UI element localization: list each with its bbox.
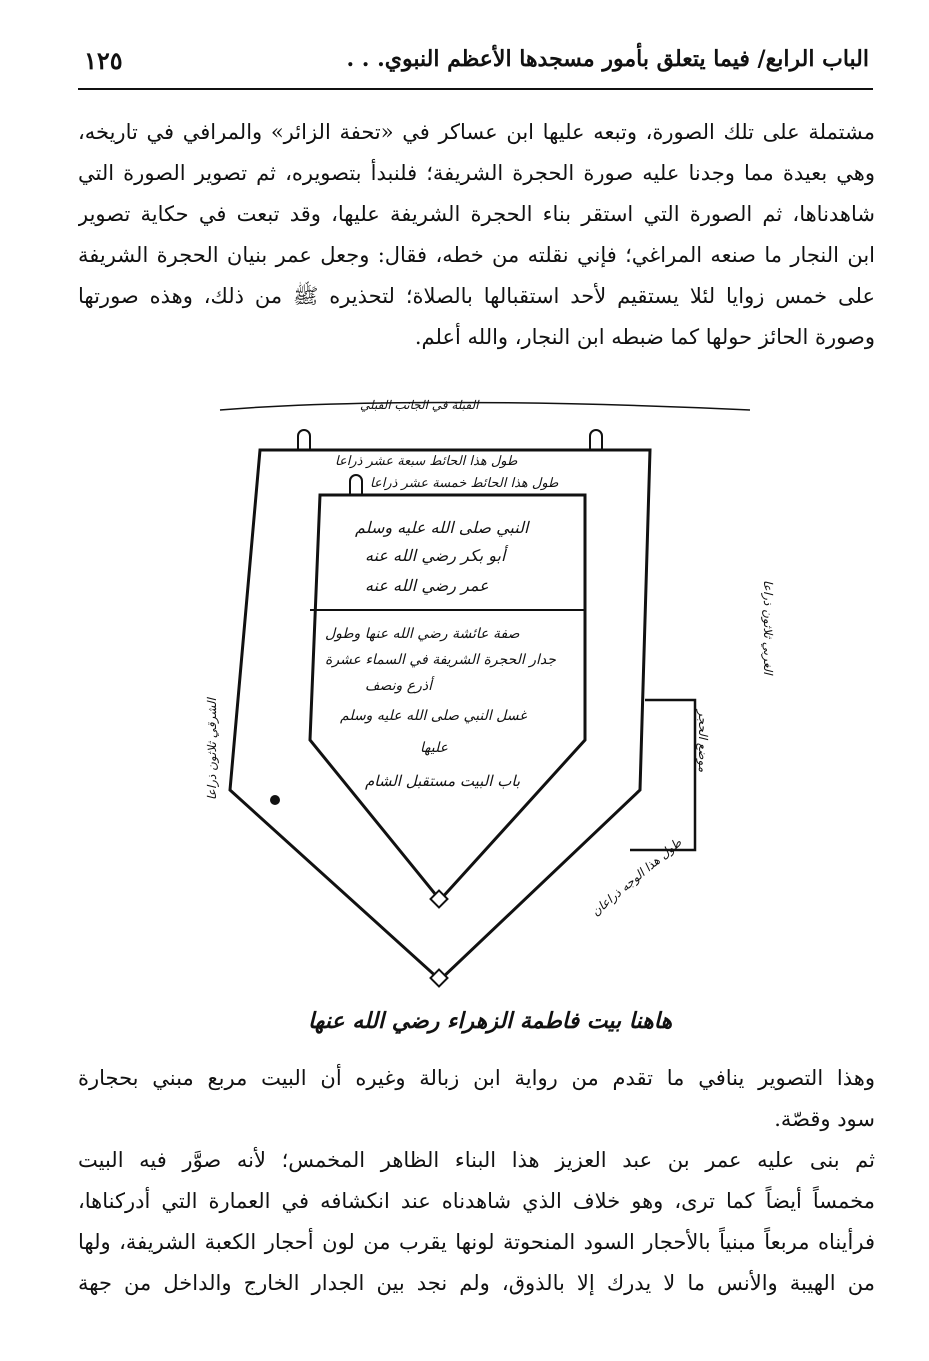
- inner-name-2: أبو بكر رضي الله عنه: [365, 546, 506, 565]
- right-annex-label: موضع الحجر: [696, 710, 710, 773]
- text-line: فرأيناه مربعاً مبنياً بالأحجار السود المنحوتة لونها يقرب من لون أحجار الكعبة الشريفة، ولها: [78, 1230, 875, 1254]
- paragraph-2: [78, 1058, 875, 1140]
- arch-mark: [590, 430, 602, 450]
- text-line: مشتملة على تلك الصورة، وتبعه عليها ابن عساكر في «تحفة الزائر» والمرافي في تاريخه،: [78, 120, 875, 144]
- inner-lower-1: صفة عائشة رضي الله عنها وطول: [325, 626, 520, 642]
- figure-caption: هاهنا بيت فاطمة الزهراء رضي الله عنها: [307, 1008, 673, 1034]
- running-title: الباب الرابع/ فيما يتعلق بأمور مسجدها الأعظم النبوي. . .: [346, 46, 869, 72]
- arch-mark: [298, 430, 310, 450]
- text-line: وصورة الحائز حولها كما ضبطه ابن النجار، والله أعلم.: [414, 325, 875, 349]
- label-top-outer: القبلة في الجانب القبلي: [360, 398, 479, 412]
- paragraph-3: [78, 1140, 875, 1304]
- hujra-diagram: [190, 380, 790, 1050]
- text-line: على خمس زوايا لئلا يستقيم لأحد استقبالها بالصلاة؛ لتحذيره ﷺ من ذلك، وهذه صورتها: [78, 284, 875, 308]
- text-line: وهذا التصوير ينافي ما تقدم من رواية ابن زبالة وغيره أن البيت مربع مبني بحجارة: [78, 1066, 875, 1090]
- text-line: شاهدناها، ثم الصورة التي استقر بناء الحجرة الشريفة عليها، وقد تبعت في حكاية تصوير: [78, 202, 875, 226]
- left-outer-label: الشرقي ثلاثون ذراعا: [205, 698, 219, 800]
- top-sketch-line: [220, 403, 750, 411]
- inner-lower-4: غسل النبي صلى الله عليه وسلم: [340, 708, 527, 724]
- bottom-left-label: طول هذا الوجه ذراعان: [588, 835, 685, 919]
- page-number: ١٢٥: [84, 46, 123, 75]
- paragraph-1: [78, 112, 875, 358]
- inner-lower-6: باب البيت مستقبل الشام: [365, 772, 521, 790]
- text-line: ابن النجار ما صنعه المراغي؛ فإني نقلته من خطه، فقال: وجعل عمر بنيان الحجرة الشريفة: [78, 243, 875, 267]
- diagram-drawing: [190, 380, 790, 1000]
- text-line: وهي بعيدة مما وجدنا عليه صورة الحجرة الشريفة؛ فلنبدأ بتصويره، ثم تصوير الصورة التي: [78, 161, 875, 185]
- page-header: [78, 40, 873, 90]
- inner-lower-3: أذرع ونصف: [365, 678, 432, 694]
- inner-lower-2: جدار الحجرة الشريفة في السماء عشرة: [325, 652, 556, 668]
- label-outer-top: طول هذا الحائط سبعة عشر ذراعا: [335, 454, 518, 469]
- right-outer-label: الغربي ثلاثون ذراعا: [761, 580, 775, 675]
- label-inner-top: طول هذا الحائط خمسة عشر ذراعا: [370, 476, 559, 491]
- text-line: من الهيبة والأنس ما لا يدرك إلا بالذوق، ولم نجد بين الجدار الخارج والداخل من جهة: [78, 1271, 875, 1295]
- text-line: ثم بنى عليه عمر بن عبد العزيز هذا البناء الظاهر المخمس؛ لأنه صوَّر فيه البيت: [78, 1148, 875, 1172]
- arch-mark: [350, 475, 362, 495]
- inner-name-1: النبي صلى الله عليه وسلم: [355, 518, 529, 537]
- inner-lower-5: عليها: [420, 740, 448, 756]
- dot-marker: [270, 795, 280, 805]
- inner-name-3: عمر رضي الله عنه: [365, 576, 489, 595]
- text-line: مخمساً أيضاً كما ترى، وهو خلاف الذي شاهدناه عند انكشافه في العمارة التي أدركناها،: [78, 1189, 875, 1213]
- text-line: سود وقصّة.: [774, 1107, 875, 1131]
